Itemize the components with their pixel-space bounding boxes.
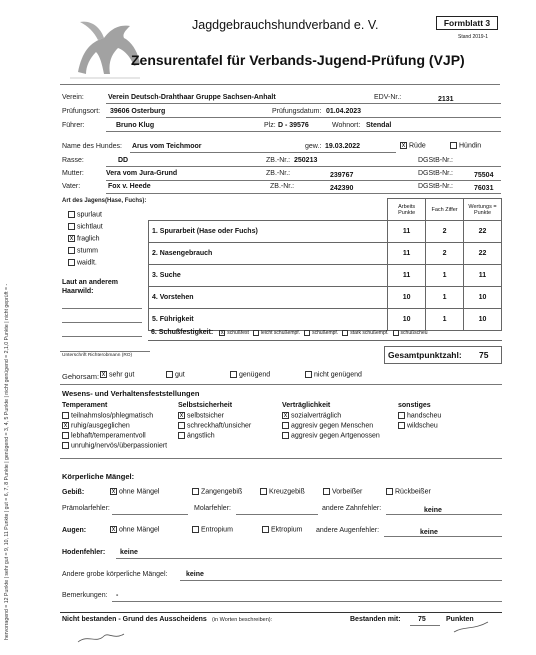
rating-scale-side-text: hervorragend = 12 Punkte | sehr gut = 9, 10, 11 Punkte | gut = 6, 7, 8 Punkte | genügend = 3, 4, 5 Punkte | nicht genügend = 2,1,0 Punkte | nicht geprüft = - <box>4 283 10 640</box>
hundname-value: Arus vom Teichmoor <box>132 143 202 150</box>
header-arbeitspunkte: Arbeits Punkte <box>388 199 426 221</box>
hoden-label: Hodenfehler: <box>62 549 106 556</box>
signature-label: Unterschrift Richterobmann (RO) <box>62 353 133 358</box>
selbstsicherheit-option[interactable]: ängstlich <box>178 432 215 439</box>
huendin-checkbox[interactable]: Hündin <box>450 142 481 149</box>
score-row <box>149 309 502 331</box>
signature-stroke-icon <box>452 620 492 636</box>
score-row-name: 1. Spurarbeit (Hase oder Fuchs) <box>149 221 388 243</box>
bestanden-label: Bestanden mit: <box>350 616 401 623</box>
plz-label: Plz: <box>264 122 276 129</box>
punkten-label: Punkten <box>446 616 474 623</box>
score-fachziffer: 2 <box>426 221 464 243</box>
laut-label: Laut an anderem <box>62 279 119 286</box>
schuss-label: 6. Schußfestigkeit: <box>151 329 214 336</box>
edv-value: 2131 <box>438 96 454 103</box>
sonstiges-option[interactable]: wildscheu <box>398 422 438 429</box>
temperament-header: Temperament <box>62 402 108 409</box>
gebiss-label: Gebiß: <box>62 489 85 496</box>
bemerkungen-label: Bemerkungen: <box>62 592 108 599</box>
vater-zb-value: 242390 <box>330 185 354 192</box>
mutter-zb-value: 239767 <box>330 172 354 179</box>
header-wertungspunkte: Wertungs = Punkte <box>464 199 502 221</box>
haarwild-label: Haarwild: <box>62 288 94 295</box>
score-arbeitspunkte: 11 <box>388 243 426 265</box>
score-fachziffer: 1 <box>426 265 464 287</box>
gehorsam-sehr-gut[interactable]: x sehr gut <box>101 371 135 379</box>
augenfehler-label: andere Augenfehler: <box>316 527 380 534</box>
fuehrer-label: Führer: <box>62 122 85 129</box>
mutter-label: Mutter: <box>62 170 84 177</box>
score-row <box>149 265 502 287</box>
score-wertungspunkte: 11 <box>464 265 502 287</box>
verein-label: Verein: <box>62 94 84 101</box>
rasse-value: DD <box>118 157 129 164</box>
score-fachziffer: 1 <box>426 309 464 331</box>
zb-label: ZB.-Nr.: <box>266 157 291 164</box>
schuss-option[interactable]: leicht schußempf. <box>253 330 300 336</box>
dog-logo-icon <box>60 12 146 82</box>
score-table <box>148 198 502 331</box>
temperament-option[interactable]: unruhig/nervös/überpassioniert <box>62 442 167 449</box>
score-row-name: 5. Führigkeit <box>149 309 388 331</box>
edv-label: EDV-Nr.: <box>374 94 402 101</box>
gesamt-value: 75 <box>479 350 489 360</box>
score-arbeitspunkte: 10 <box>388 309 426 331</box>
rasse-label: Rasse: <box>62 157 84 164</box>
vater-dgstb-label: DGStB-Nr.: <box>418 183 454 190</box>
header-fachziffer: Fach Ziffer <box>426 199 464 221</box>
ort-label: Prüfungsort: <box>62 108 101 115</box>
formblatt-box: Formblatt 3 <box>436 16 498 30</box>
hundname-label: Name des Hundes: <box>62 143 122 150</box>
koerper-title: Körperliche Mängel: <box>62 472 135 481</box>
vertraeglichkeit-option[interactable]: x sozialverträglich <box>283 412 342 420</box>
selbstsicherheit-option[interactable]: x selbstsicher <box>179 412 224 420</box>
gebiss-kreuz[interactable]: Kreuzgebiß <box>260 488 305 495</box>
gew-value: 19.03.2022 <box>325 143 361 150</box>
gehorsam-gut[interactable]: gut <box>166 371 185 378</box>
score-arbeitspunkte: 11 <box>388 221 426 243</box>
mutter-dgstb-value: 75504 <box>474 172 494 179</box>
org-name: Jagdgebrauchshundverband e. V. <box>192 18 379 32</box>
wesen-title: Wesens- und Verhaltensfeststellungen <box>62 389 200 398</box>
sonstiges-header: sonstiges <box>398 402 431 409</box>
score-fachziffer: 2 <box>426 243 464 265</box>
gebiss-rueckbeisser[interactable]: Rückbeißer <box>386 488 431 495</box>
score-arbeitspunkte: 10 <box>388 287 426 309</box>
schuss-option[interactable]: stark schußempf. <box>342 330 388 336</box>
bemerkungen-value: - <box>116 592 119 599</box>
mutter-zb-label: ZB.-Nr.: <box>266 170 291 177</box>
mutter-dgstb-label: DGStB-Nr.: <box>418 170 454 177</box>
wohnort-value: Stendal <box>366 122 392 129</box>
score-wertungspunkte: 10 <box>464 287 502 309</box>
score-fachziffer: 1 <box>426 287 464 309</box>
gehorsam-nicht-genuegend[interactable]: nicht genügend <box>305 371 362 378</box>
gebiss-ohne-maengel[interactable]: x ohne Mängel <box>111 488 160 496</box>
verein-value: Verein Deutsch-Drahthaar Gruppe Sachsen-Anhalt <box>108 94 276 101</box>
jagen-title: Art des Jagens(Hase, Fuchs): <box>62 198 147 204</box>
schuss-option[interactable]: schußempf. <box>304 330 338 336</box>
plz-value: D - 39576 <box>278 122 309 129</box>
gehorsam-label: Gehorsam: <box>62 372 100 381</box>
fuehrer-value: Bruno Klug <box>116 122 155 129</box>
jagen-option[interactable]: x fraglich <box>69 235 100 243</box>
praemolar-label: Prämolarfehler: <box>62 505 110 512</box>
zahnfehler-value: keine <box>424 507 442 514</box>
score-wertungspunkte: 22 <box>464 221 502 243</box>
schussfestigkeit-row <box>151 329 428 336</box>
grobe-label: Andere grobe körperliche Mängel: <box>62 571 168 578</box>
vater-label: Vater: <box>62 183 81 190</box>
score-row-name: 3. Suche <box>149 265 388 287</box>
ruede-checkbox[interactable]: x Rüde <box>401 142 426 150</box>
jagen-option[interactable]: spurlaut <box>68 211 102 218</box>
score-row <box>149 243 502 265</box>
dgstb-label: DGStB-Nr.: <box>418 157 454 164</box>
temperament-option[interactable]: lebhaft/temperamentvoll <box>62 432 146 439</box>
selbstsicherheit-option[interactable]: schreckhaft/unsicher <box>178 422 251 429</box>
score-wertungspunkte: 10 <box>464 309 502 331</box>
vater-value: Fox v. Heede <box>108 183 151 190</box>
nicht-bestanden-sub: (in Worten beschreiben): <box>212 617 273 623</box>
datum-value: 01.04.2023 <box>326 108 362 115</box>
score-row <box>149 221 502 243</box>
ort-value: 39606 Osterburg <box>110 108 166 115</box>
score-arbeitspunkte: 11 <box>388 265 426 287</box>
vertraeglichkeit-option[interactable]: aggresiv gegen Artgenossen <box>282 432 380 439</box>
grobe-value: keine <box>186 571 204 578</box>
selbstsicherheit-header: Selbstsicherheit <box>178 402 233 409</box>
molar-label: Molarfehler: <box>194 505 231 512</box>
stand-label: Stand 2019-1 <box>458 34 489 40</box>
vertraeglichkeit-option[interactable]: aggresiv gegen Menschen <box>282 422 373 429</box>
vater-dgstb-value: 76031 <box>474 185 494 192</box>
gebiss-vorbeisser[interactable]: Vorbeißer <box>323 488 362 495</box>
zb-value: 250213 <box>294 157 318 164</box>
score-row-name: 4. Vorstehen <box>149 287 388 309</box>
score-wertungspunkte: 22 <box>464 243 502 265</box>
gesamt-label: Gesamtpunktzahl: <box>388 350 462 360</box>
schuss-option[interactable]: schußscheu <box>393 330 428 336</box>
augen-ektropium[interactable]: Ektropium <box>262 526 303 533</box>
zahnfehler-label: andere Zahnfehler: <box>322 505 382 512</box>
jagen-option[interactable]: waidlt. <box>68 259 97 266</box>
gew-label: gew.: <box>305 143 322 150</box>
score-row <box>149 287 502 309</box>
mutter-value: Vera vom Jura-Grund <box>106 170 178 177</box>
temperament-option[interactable]: teilnahmslos/phlegmatisch <box>62 412 153 419</box>
jagen-option[interactable]: sichtlaut <box>68 223 103 230</box>
bestanden-value: 75 <box>418 616 426 623</box>
hoden-value: keine <box>120 549 138 556</box>
gehorsam-genuegend[interactable]: genügend <box>230 371 270 378</box>
sonstiges-option[interactable]: handscheu <box>398 412 441 419</box>
schuss-option[interactable]: x schußfest <box>220 329 249 336</box>
nicht-bestanden-label: Nicht bestanden - Grund des Ausscheidens <box>62 616 207 623</box>
augenfehler-value: keine <box>420 529 438 536</box>
datum-label: Prüfungsdatum: <box>272 108 322 115</box>
temperament-option[interactable]: x ruhig/ausgeglichen <box>63 422 130 430</box>
gebiss-zange[interactable]: Zangengebiß <box>192 488 242 495</box>
jagen-option[interactable]: stumm <box>68 247 98 254</box>
vertraeglichkeit-header: Verträglichkeit <box>282 402 331 409</box>
wohnort-label: Wohnort: <box>332 122 361 129</box>
augen-label: Augen: <box>62 527 87 534</box>
augen-entropium[interactable]: Entropium <box>192 526 233 533</box>
augen-ohne-maengel[interactable]: x ohne Mängel <box>111 526 160 534</box>
vater-zb-label: ZB.-Nr.: <box>270 183 295 190</box>
page-title: Zensurentafel für Verbands-Jugend-Prüfung (VJP) <box>131 52 465 68</box>
score-row-name: 2. Nasengebrauch <box>149 243 388 265</box>
signature-mark-icon <box>74 628 134 648</box>
